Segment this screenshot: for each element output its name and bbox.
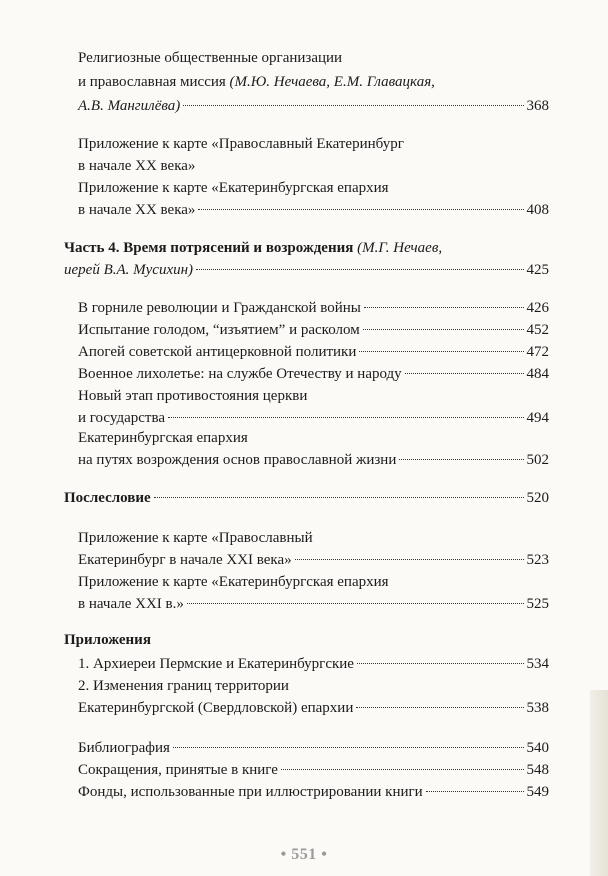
page-number: 548 [526,762,549,778]
toc-text: Фонды, использованные при иллюстрировании книги [78,784,423,800]
toc-appendix-borders-line2 [78,698,549,718]
toc-entry-map-appendix-3-line2 [78,550,549,570]
page-number: 452 [526,322,549,338]
toc-entry-religious-line1: Религиозные общественные организации [78,50,343,66]
dot-leader [364,307,524,308]
page-number: 525 [526,596,549,612]
dot-leader [359,351,523,352]
dot-leader [281,769,524,770]
dot-leader [173,747,524,748]
footer-page-number: • 551 • [280,846,328,863]
toc-authors: иерей В.А. Мусихин) [64,262,194,278]
toc-text: Апогей советской антицерковной политики [78,344,357,360]
dot-leader [405,373,524,374]
toc-entry-map-appendix-2-line2 [78,200,549,220]
toc-chapter-new-stage: Новый этап противостояния церкви [78,388,308,404]
dot-leader [356,707,523,708]
dot-leader [363,329,524,330]
toc-text: и православная миссия [78,74,230,90]
toc-bibliography [78,738,549,758]
toc-entry-map-appendix-4: Приложение к карте «Екатеринбургская епархия [78,574,389,590]
toc-chapter-revival-line2 [78,450,549,470]
dot-leader [399,459,523,460]
toc-afterword [64,488,549,508]
part-title: Часть 4. Время потрясений и возрождения [64,240,358,256]
toc-authors: (М.Ю. Нечаева, Е.М. Главацкая, [229,74,435,90]
toc-entry-map-appendix-1: Приложение к карте «Православный Екатеринбург [78,136,404,152]
page-number: 368 [526,98,549,114]
toc-illustration-funds [78,782,549,802]
page-number: 502 [526,452,549,468]
toc-chapter-revival: Екатеринбургская епархия [78,430,248,446]
dot-leader [295,559,524,560]
dot-leader [198,209,523,210]
toc-text: в начале XXI в.» [78,596,184,612]
toc-text: на путях возрождения основ православной жизни [78,452,397,468]
toc-text: и государства [78,410,165,426]
page-number: 520 [526,490,549,506]
dot-leader [426,791,524,792]
page-number: 408 [526,202,549,218]
page-number: 494 [526,410,549,426]
page-number: 425 [526,262,549,278]
dot-leader [154,497,524,498]
toc-chapter-soviet-policy [78,342,549,362]
toc-appendices-heading: Приложения [64,632,151,648]
toc-text: в начале XX века» [78,202,196,218]
dot-leader [187,603,524,604]
toc-chapter-famine [78,320,549,340]
toc-part-4-line2 [64,260,549,280]
page-number: 426 [526,300,549,316]
toc-authors: (М.Г. Нечаев, [357,240,443,256]
toc-text: Екатеринбург в начале XXI века» [78,552,292,568]
dot-leader [196,269,523,270]
toc-entry-religious-line3 [78,96,549,116]
toc-appendix-borders: 2. Изменения границ территории [78,678,289,694]
toc-entry-map-appendix-3: Приложение к карте «Православный [78,530,313,546]
page-number: 540 [526,740,549,756]
toc-abbreviations [78,760,549,780]
toc-chapter-war-years [78,364,549,384]
toc-chapter-new-stage-line2 [78,408,549,428]
toc-text: 1. Архиереи Пермские и Екатеринбургские [78,656,354,672]
toc-entry-map-appendix-2: Приложение к карте «Екатеринбургская епархия [78,180,389,196]
toc-entry-religious-line2 [78,72,435,92]
toc-chapter-revolution [78,298,549,318]
dot-leader [168,417,524,418]
toc-entry-map-appendix-4-line2 [78,594,549,614]
page-number: 549 [526,784,549,800]
toc-text: В горниле революции и Гражданской войны [78,300,361,316]
toc-part-4-heading [64,238,442,258]
toc-text: Военное лихолетье: на службе Отечеству и народу [78,366,402,382]
toc-text: Испытание голодом, “изъятием” и расколом [78,322,360,338]
toc-text: Библиография [78,740,170,756]
toc-appendix-hierarchs [78,654,549,674]
page-number: 538 [526,700,549,716]
page-number: 534 [526,656,549,672]
toc-text: Екатеринбургской (Свердловской) епархии [78,700,354,716]
page-number: 484 [526,366,549,382]
dot-leader [357,663,524,664]
dot-leader [183,105,523,106]
toc-authors: А.В. Мангилёва) [78,98,181,114]
page-number: 523 [526,552,549,568]
page-number: 472 [526,344,549,360]
toc-entry-map-appendix-1-line2: в начале XX века» [78,158,196,174]
section-title: Послесловие [64,490,151,506]
toc-text: Сокращения, принятые в книге [78,762,278,778]
